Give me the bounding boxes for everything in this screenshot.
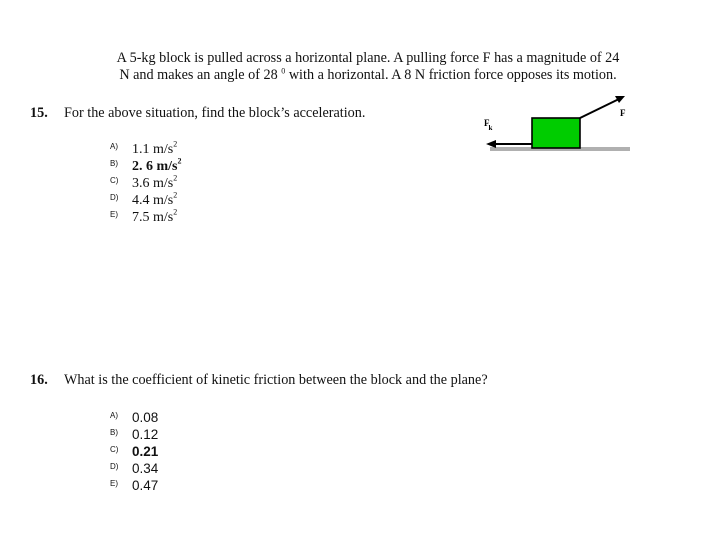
- problem-line-2-rest: with a horizontal. A 8 N friction force opposes its motion.: [285, 67, 617, 83]
- answer-choice: [110, 140, 182, 157]
- answer-choice: [110, 157, 182, 174]
- choice-letter: D): [110, 193, 119, 202]
- answer-choice: [110, 191, 182, 208]
- choice-value: 4.4 m/s: [132, 193, 174, 208]
- block: [532, 118, 580, 148]
- unit-exponent: 2: [177, 156, 182, 166]
- unit-exponent: 2: [173, 173, 178, 183]
- choice-letter: A): [110, 142, 118, 151]
- friction-label: Fk: [484, 118, 493, 132]
- choice-letter: D): [110, 462, 119, 471]
- choice-letter: C): [110, 176, 119, 185]
- choice-value: 0.47: [132, 478, 159, 493]
- choice-letter: B): [110, 428, 118, 437]
- choice-letter: A): [110, 411, 118, 420]
- question-15: [30, 105, 365, 122]
- force-diagram: [470, 88, 640, 170]
- answer-choice: [110, 208, 182, 225]
- question-number: 16.: [30, 372, 48, 388]
- choice-value: 7.5 m/s: [132, 210, 174, 225]
- answer-choice: [110, 426, 158, 443]
- answer-choice: [110, 443, 158, 460]
- choice-value: 0.12: [132, 427, 159, 442]
- pull-label: F: [620, 108, 626, 118]
- answer-choices-16: [110, 409, 158, 494]
- choice-letter: E): [110, 210, 118, 219]
- question-text: What is the coefficient of kinetic friction between the block and the plane?: [64, 372, 488, 388]
- choice-value: 0.34: [132, 461, 159, 476]
- choice-letter: E): [110, 479, 118, 488]
- unit-exponent: 2: [173, 139, 178, 149]
- unit-exponent: 2: [173, 190, 178, 200]
- choice-value: 1.1 m/s: [132, 142, 174, 157]
- answer-choice: [110, 460, 158, 477]
- question-number: 15.: [30, 105, 48, 121]
- unit-exponent: 2: [173, 207, 178, 217]
- choice-letter: C): [110, 445, 119, 454]
- answer-choice: [110, 409, 158, 426]
- pull-arrow: [580, 99, 619, 118]
- friction-arrowhead: [486, 140, 496, 148]
- choice-value: 0.21: [132, 444, 159, 459]
- problem-statement: [88, 50, 648, 84]
- problem-line-1: A 5-kg block is pulled across a horizontal plane. A pulling force F has a magnitude of 24: [116, 50, 620, 66]
- answer-choice: [110, 477, 158, 494]
- choice-letter: B): [110, 159, 118, 168]
- question-16: [30, 372, 488, 389]
- choice-value: 3.6 m/s: [132, 176, 174, 191]
- choice-value: 0.08: [132, 410, 159, 425]
- degree-superscript: 0: [281, 66, 286, 76]
- answer-choice: [110, 174, 182, 191]
- problem-line-2: N and makes an angle of 28: [119, 67, 282, 83]
- answer-choices-15: [110, 140, 182, 225]
- choice-value: 2. 6 m/s: [132, 159, 178, 174]
- question-text: For the above situation, find the block’s acceleration.: [64, 105, 366, 121]
